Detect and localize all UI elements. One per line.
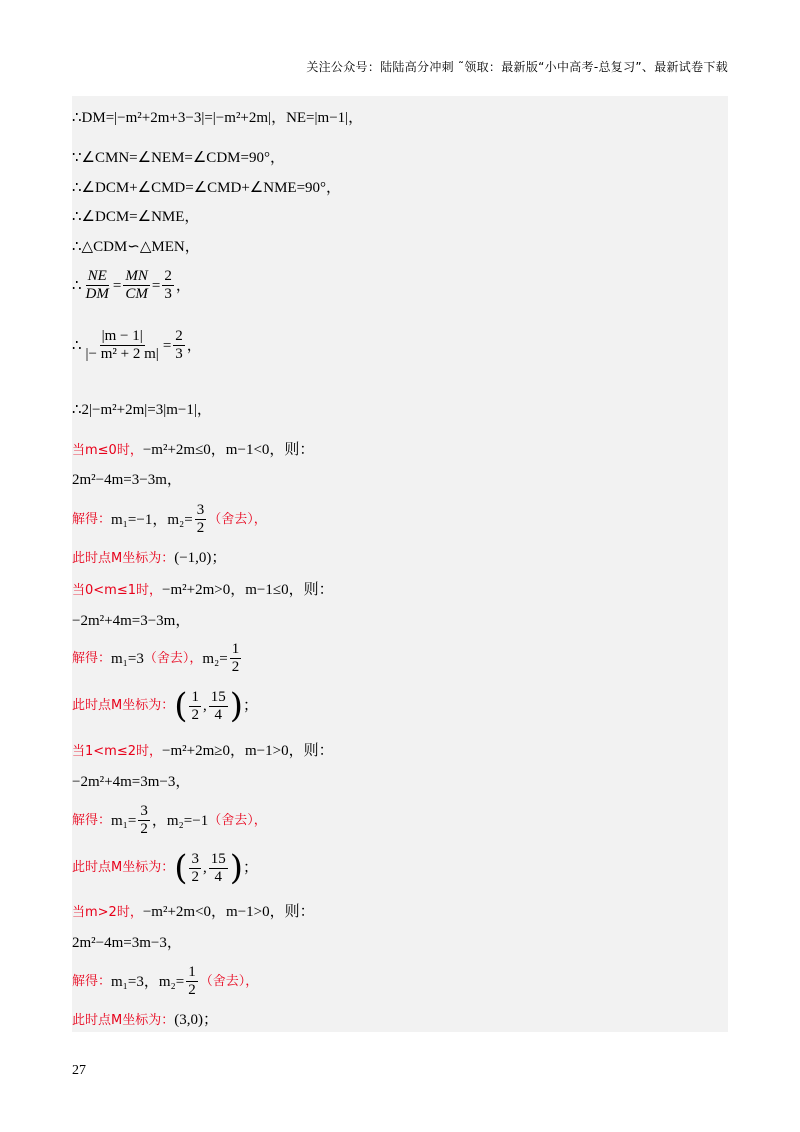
solution-line: 解得： m₁=−1，m₂= $\frac{3}{2}$ （舍去）， <box>72 502 267 536</box>
solution-line: 解得： m₁=3，m₂= $\frac{1}{2}$ （舍去）， <box>72 964 259 998</box>
equation-line: ∵∠CMN=∠NEM=∠CDM=90°， <box>72 150 285 166</box>
page-header: 关注公众号：陆陆高分冲刺 ˜领取：最新版“小中高考-总复习”、最新试卷下载 <box>306 60 728 74</box>
equation-line: ∴2|−m²+2m|=3|m−1|， <box>72 402 212 418</box>
case-condition: 当0<m≤1时，−m²+2m>0，m−1≤0，则： <box>72 582 334 598</box>
case-condition: 当m>2时，−m²+2m<0，m−1>0，则： <box>72 904 315 920</box>
equation-line: 2m²−4m=3m−3， <box>72 935 182 951</box>
case-condition: 当1<m≤2时，−m²+2m≥0，m−1>0，则： <box>72 743 334 759</box>
point-line: 此时点M坐标为：(−1,0)； <box>72 550 227 566</box>
point-line: 此时点M坐标为： ( $\frac{1}{2}$ , $\frac{15}{4}$ ) ； <box>72 686 259 726</box>
therefore-symbol: ∴ <box>72 277 82 294</box>
equation-line: ∴DM=|−m²+2m+3−3|=|−m²+2m|，NE=|m−1|， <box>72 110 364 126</box>
equation-line: ∴∠DCM=∠NME， <box>72 209 200 225</box>
equation-line: −2m²+4m=3−3m， <box>72 613 191 629</box>
case-condition: 当m≤0时，−m²+2m≤0，m−1<0，则： <box>72 442 315 458</box>
page-number: 27 <box>72 1063 86 1078</box>
equation-line: ∴△CDM∽△MEN， <box>72 239 200 255</box>
point-line: 此时点M坐标为： ( $\frac{3}{2}$ , $\frac{15}{4}$ ) ； <box>72 848 259 888</box>
point-line: 此时点M坐标为：(3,0)； <box>72 1012 218 1028</box>
equation-line: 2m²−4m=3−3m， <box>72 472 182 488</box>
abs-ratio-equation: ∴ $\frac{|m - 1|}{\text{|− m² + 2 m|}}$ = $\frac{2}{3}$ ， <box>72 328 202 362</box>
solution-line: 解得： m₁=3 （舍去）， m₂= $\frac{1}{2}$ <box>72 641 240 675</box>
solution-block <box>72 96 728 1032</box>
equation-line: −2m²+4m=3m−3， <box>72 774 191 790</box>
equation-line: ∴∠DCM+∠CMD=∠CMD+∠NME=90°， <box>72 180 342 196</box>
solution-line: 解得： m₁= $\frac{3}{2}$ ，m₂=−1 （舍去）， <box>72 803 267 837</box>
ratio-equation: ∴ $\frac{NE}{DM}$ = $\frac{MN}{CM}$ = $\frac{2}{3}$ ， <box>72 268 191 302</box>
